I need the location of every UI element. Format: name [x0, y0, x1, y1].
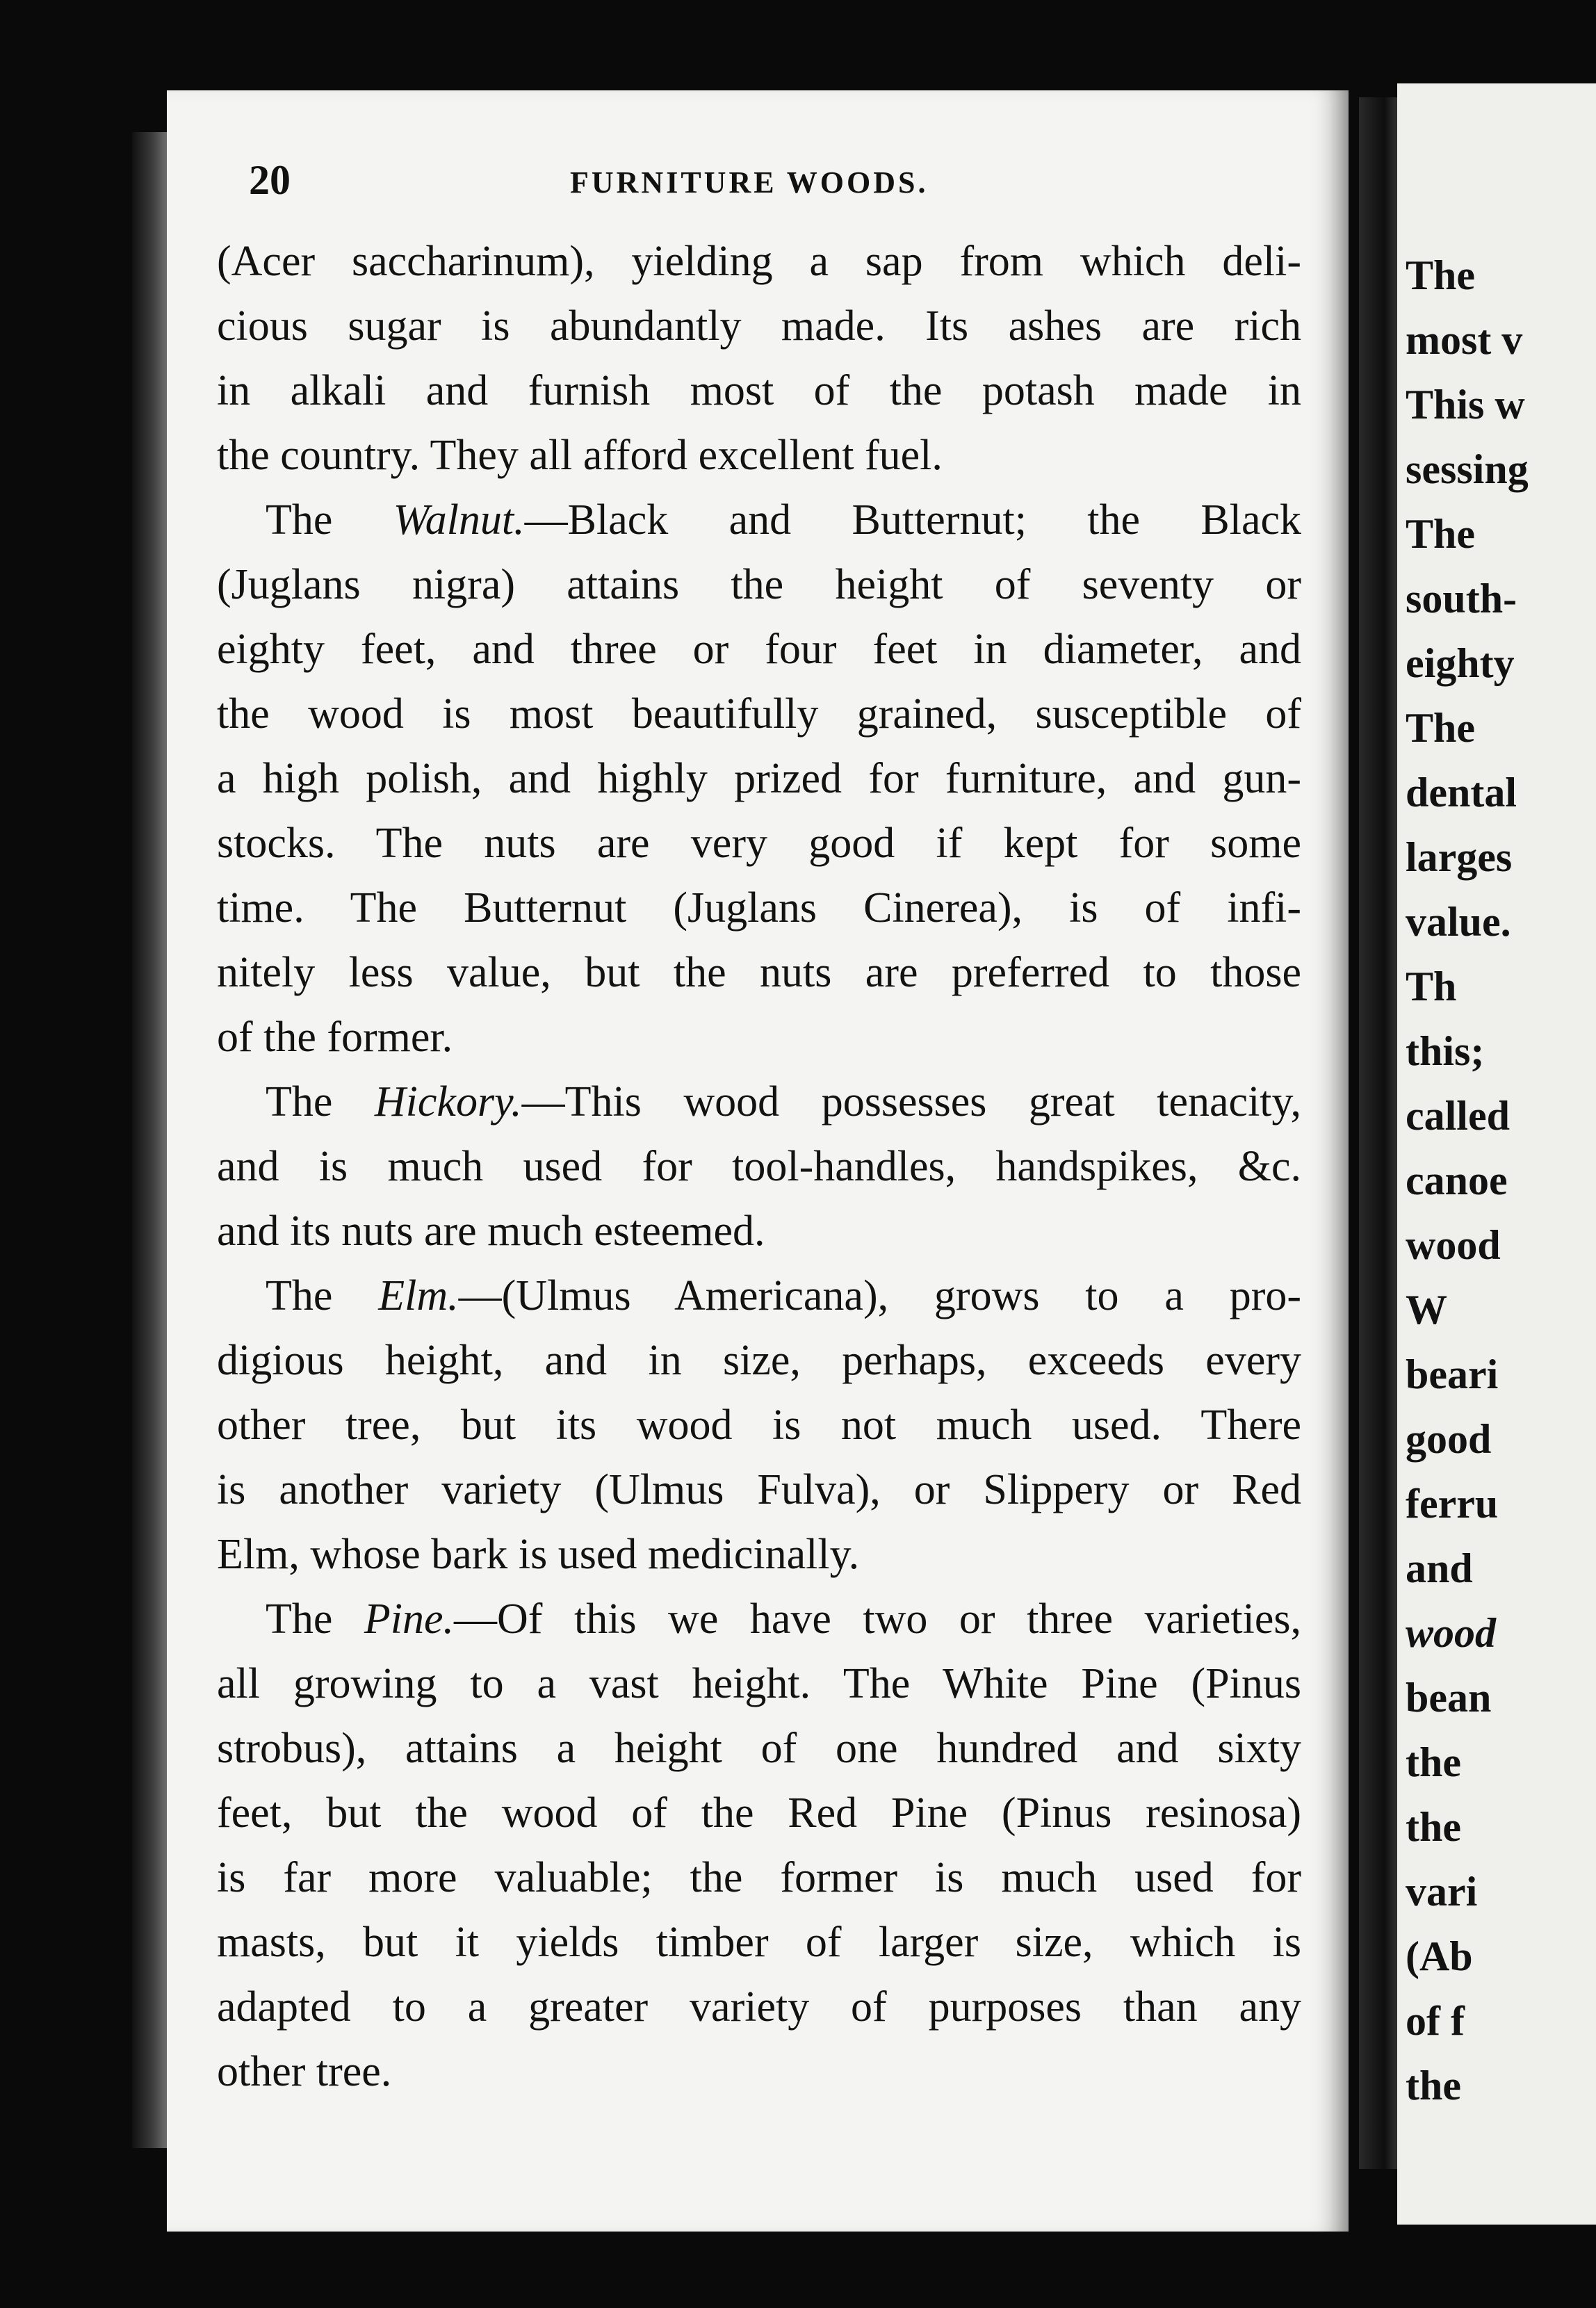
- text-line: strobus), attains a height of one hundred and sixty: [217, 1725, 1301, 1772]
- text-line: The: [1406, 705, 1476, 751]
- running-head: [209, 156, 1300, 226]
- paragraph-walnut-first-line: [217, 488, 1301, 553]
- text-line: of the former.: [217, 1014, 453, 1061]
- text-line: Elm, whose bark is used medicinally.: [217, 1531, 860, 1578]
- text-line: good: [1406, 1416, 1492, 1462]
- text-line: (Acer saccharinum), yielding a sap from which deli-: [217, 238, 1301, 285]
- text-line: the: [1406, 2063, 1461, 2108]
- text-line: all growing to a vast height. The White Pine (Pinus: [217, 1660, 1301, 1707]
- text-line: is far more valuable; the former is much used for: [217, 1854, 1301, 1901]
- paragraph-elm-first-line: [217, 1264, 1301, 1328]
- text-line: time. The Butternut (Juglans Cinerea), is of infi-: [217, 884, 1301, 932]
- text-line: called: [1406, 1093, 1510, 1139]
- text-line: a high polish, and highly prized for furniture, and gun-: [217, 755, 1301, 802]
- text-line: the: [1406, 1739, 1461, 1785]
- text-line: larges: [1406, 834, 1513, 880]
- paragraph-hickory-first-line: [217, 1070, 1301, 1135]
- text-line: canoe: [1406, 1157, 1508, 1203]
- text-line: stocks. The nuts are very good if kept for some: [217, 820, 1301, 867]
- term-hickory: Hickory.: [374, 1078, 522, 1125]
- text-line: this;: [1406, 1028, 1485, 1074]
- text-line: W: [1406, 1287, 1447, 1333]
- text-line: other tree.: [217, 2048, 392, 2095]
- text-line: eighty: [1406, 640, 1515, 686]
- text-line: beari: [1406, 1351, 1499, 1397]
- text-line: bean: [1406, 1675, 1492, 1721]
- text-line: wood: [1406, 1610, 1497, 1656]
- text-line: digious height, and in size, perhaps, exceeds every: [217, 1337, 1301, 1384]
- text-line: south-: [1406, 576, 1517, 621]
- term-elm: Elm.: [378, 1272, 459, 1319]
- text-line: feet, but the wood of the Red Pine (Pinus resinosa): [217, 1789, 1301, 1837]
- text-span: —This wood possesses great tenacity,: [521, 1078, 1302, 1125]
- text-line: This w: [1406, 382, 1525, 428]
- running-head-title: FURNITURE WOODS.: [570, 165, 929, 200]
- text-span: The: [266, 1272, 379, 1319]
- left-page: [167, 90, 1349, 2232]
- text-line: other tree, but its wood is not much used. There: [217, 1401, 1301, 1449]
- text-line: and: [1406, 1545, 1473, 1591]
- text-line: value.: [1406, 899, 1511, 945]
- text-line: the country. They all afford excellent fuel.: [217, 432, 943, 479]
- text-line: and is much used for tool-handles, handspikes, &c.: [217, 1143, 1301, 1190]
- text-line: is another variety (Ulmus Fulva), or Slippery or Red: [217, 1466, 1301, 1513]
- text-line: sessing: [1406, 446, 1529, 492]
- text-line: of f: [1406, 1998, 1465, 2044]
- text-line: nitely less value, but the nuts are preferred to those: [217, 949, 1301, 996]
- text-line: eighty feet, and three or four feet in diameter, and: [217, 626, 1301, 673]
- right-page-fragment: [1397, 83, 1596, 2225]
- text-span: The: [266, 1078, 375, 1125]
- text-line: (Juglans nigra) attains the height of seventy or: [217, 561, 1301, 608]
- text-line: the wood is most beautifully grained, susceptible of: [217, 690, 1301, 738]
- term-pine: Pine.: [364, 1595, 455, 1643]
- text-line: The: [1406, 511, 1476, 557]
- text-line: ferru: [1406, 1481, 1499, 1527]
- right-page-text: [1406, 243, 1596, 2118]
- text-line: most v: [1406, 317, 1523, 363]
- text-line: and its nuts are much esteemed.: [217, 1208, 765, 1255]
- text-line: in alkali and furnish most of the potash made in: [217, 367, 1301, 414]
- text-line: the: [1406, 1804, 1461, 1850]
- text-line: adapted to a greater variety of purposes than any: [217, 1983, 1301, 2031]
- text-line: The: [1406, 252, 1476, 298]
- text-span: —Of this we have two or three varieties,: [454, 1595, 1301, 1643]
- body-text: [217, 229, 1301, 2104]
- text-line: Th: [1406, 964, 1457, 1009]
- text-span: —(Ulmus Americana), grows to a pro-: [458, 1272, 1301, 1319]
- page-gutter: [1359, 97, 1401, 2169]
- paragraph-pine-first-line: [217, 1587, 1301, 1652]
- text-span: The: [266, 1595, 364, 1643]
- page-number: 20: [249, 157, 291, 203]
- text-line: cious sugar is abundantly made. Its ashes are rich: [217, 302, 1301, 350]
- text-span: The: [266, 496, 393, 544]
- text-span: —Black and Butternut; the Black: [524, 496, 1301, 544]
- text-line: wood: [1406, 1222, 1501, 1268]
- text-line: vari: [1406, 1869, 1478, 1915]
- term-walnut: Walnut.: [393, 496, 525, 544]
- text-line: (Ab: [1406, 1933, 1473, 1979]
- text-line: dental: [1406, 770, 1517, 815]
- text-line: masts, but it yields timber of larger size, which is: [217, 1919, 1301, 1966]
